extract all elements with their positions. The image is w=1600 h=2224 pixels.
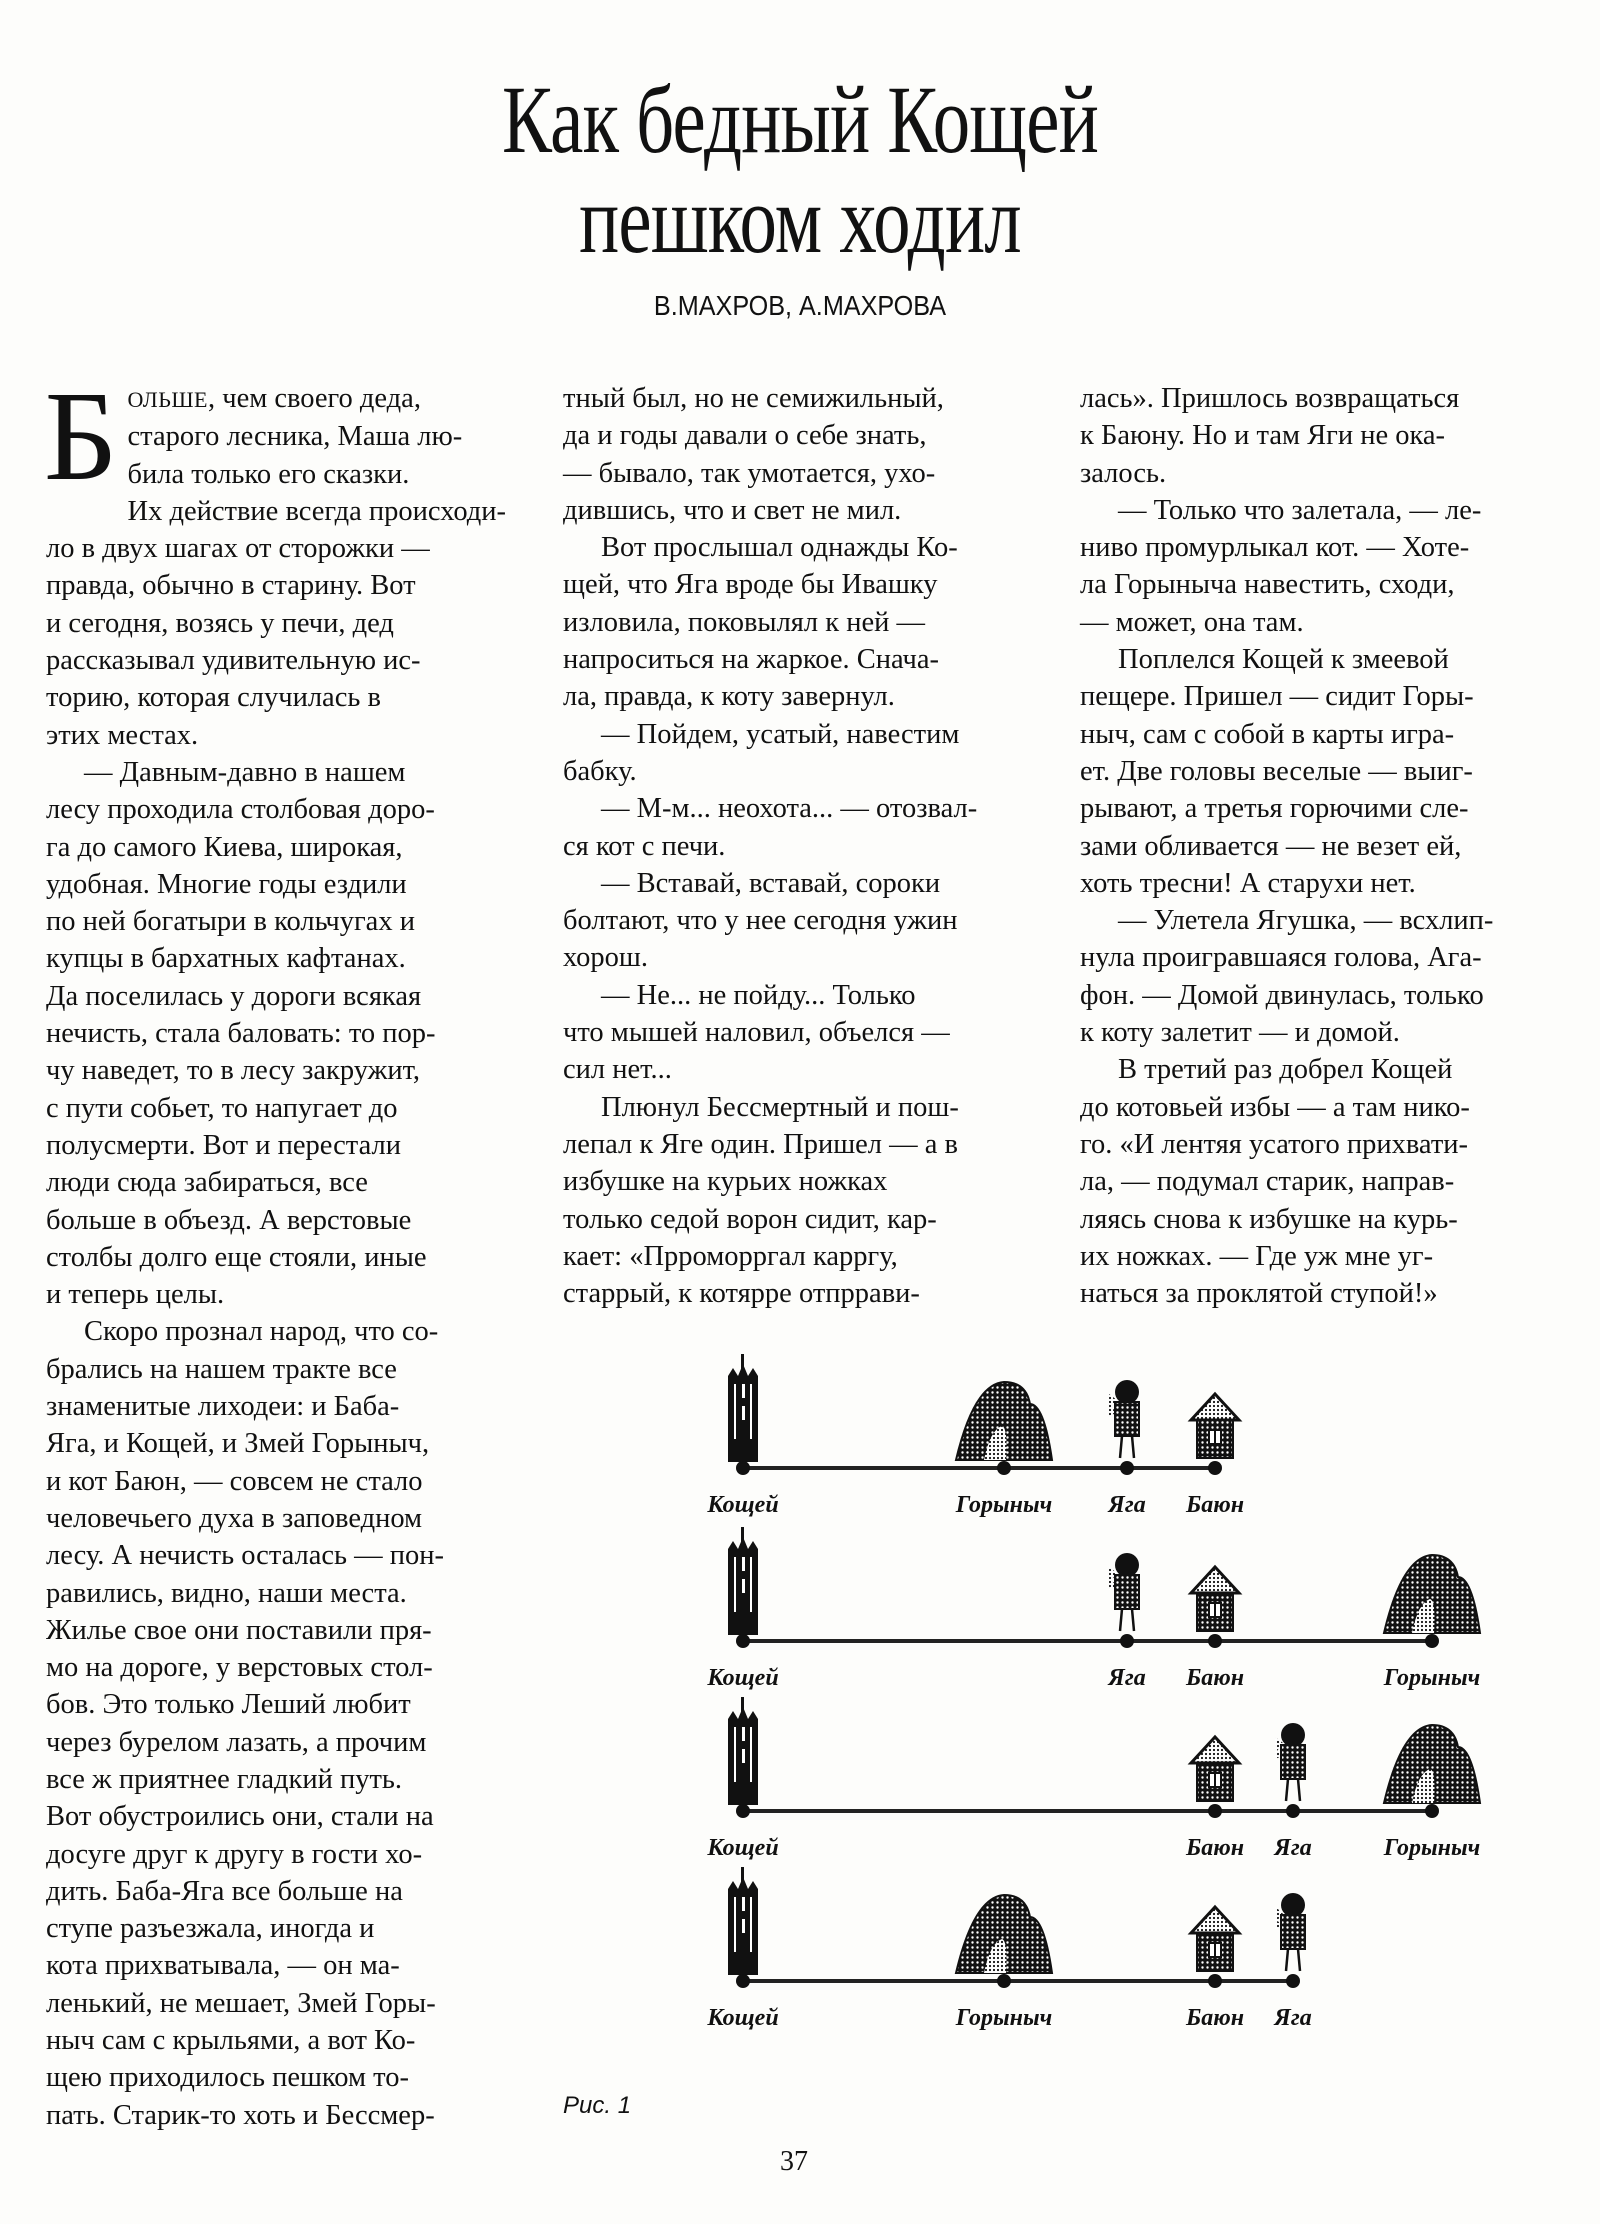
text-line: через бурелом лазать, а прочим xyxy=(46,1726,427,1758)
stop-label: Кощей xyxy=(707,1665,779,1691)
stop-label: Баюн xyxy=(1185,1492,1245,1518)
text-line: рывают, а третья горючими сле- xyxy=(1080,793,1469,825)
castle-tower-icon xyxy=(728,1354,758,1462)
milestone-dot xyxy=(736,1974,750,1988)
text-line: Да поселилась у дороги всякая xyxy=(46,980,422,1012)
text-line: ла, — подумал старик, направ- xyxy=(1080,1166,1455,1198)
milestone-dot xyxy=(736,1461,750,1475)
text-line: — может, она там. xyxy=(1080,606,1304,638)
text-line: ныч, сам с собой в карты игра- xyxy=(1080,718,1455,750)
text-line: кает: «Прроморргал карргу, xyxy=(563,1240,898,1272)
text-line: — Не... не пойду... Только xyxy=(601,979,916,1011)
text-line: Их действие всегда происходи- xyxy=(127,495,507,527)
stop-label: Кощей xyxy=(707,2005,779,2031)
milestone-dot xyxy=(1425,1634,1439,1648)
cottage-house-icon xyxy=(1191,1567,1239,1631)
milestone-dot xyxy=(1208,1461,1222,1475)
text-line: и сегодня, возясь у печи, дед xyxy=(46,607,394,639)
stop-label: Яга xyxy=(1274,2005,1312,2031)
stop-label: Яга xyxy=(1108,1665,1146,1691)
text-line: и теперь целы. xyxy=(46,1279,225,1311)
text-line: Яга, и Кощей, и Змей Горыныч, xyxy=(46,1428,430,1460)
text-line: хоть тресни! А старухи нет. xyxy=(1080,867,1416,899)
text-line: Жилье свое они поставили пря- xyxy=(46,1614,432,1646)
text-line: досуге друг к другу в гости хо- xyxy=(46,1838,423,1870)
text-line: человечьего духа в заповедном xyxy=(46,1502,423,1534)
cottage-house-icon xyxy=(1191,1737,1239,1801)
article-authors: В.МАХРОВ, А.МАХРОВА xyxy=(653,290,947,321)
milestone-dot xyxy=(997,1461,1011,1475)
stop-label: Баюн xyxy=(1185,1665,1245,1691)
witch-figure-icon xyxy=(1109,1553,1139,1631)
text-line: больше в объезд. А верстовые xyxy=(46,1204,412,1236)
text-line: к коту залетит — и домой. xyxy=(1080,1017,1400,1049)
text-line: — Давным-давно в нашем xyxy=(84,756,406,788)
text-line: торию, которая случилась в xyxy=(46,682,381,714)
text-line: люди сюда забираться, все xyxy=(46,1167,368,1199)
text-line: изловила, поковылял к ней — xyxy=(563,606,925,638)
text-line: ло в двух шагах от сторожки — xyxy=(46,533,430,565)
stop-label: Кощей xyxy=(707,1835,779,1861)
milestone-dot xyxy=(1286,1974,1300,1988)
stop-label: Горыныч xyxy=(1383,1665,1481,1691)
article-title-line-1: Как бедный Кощей xyxy=(501,66,1099,173)
witch-figure-icon xyxy=(1109,1380,1139,1458)
text-line: нечисть, стала баловать: то пор- xyxy=(46,1018,436,1050)
text-line: га до самого Киева, широкая, xyxy=(46,831,403,863)
text-line: залось. xyxy=(1080,457,1167,489)
text-column-1 xyxy=(44,365,526,2134)
text-line: брались на нашем тракте все xyxy=(46,1353,397,1385)
text-line: бабку. xyxy=(563,755,637,787)
text-line: избушке на курьих ножках xyxy=(563,1166,888,1198)
text-line: старрый, к котярре отпррави- xyxy=(563,1278,920,1310)
text-line: хорош. xyxy=(563,942,648,974)
cave-mountain-icon xyxy=(956,1895,1052,1973)
stop-label: Баюн xyxy=(1185,1835,1245,1861)
milestone-dot xyxy=(1286,1804,1300,1818)
text-line: ОЛЬШЕ, чем своего деда, xyxy=(127,383,421,414)
stop-label: Кощей xyxy=(707,1492,779,1518)
text-line: мо на дороге, у верстовых стол- xyxy=(46,1652,433,1684)
text-line: ляясь снова к избушке на курь- xyxy=(1080,1203,1458,1235)
text-line: — Вставай, вставай, сороки xyxy=(601,867,941,899)
cottage-house-icon xyxy=(1191,1907,1239,1971)
text-line: ниво промурлыкал кот. — Хоте- xyxy=(1080,532,1470,564)
text-line: наться за проклятой ступой!» xyxy=(1080,1278,1438,1310)
text-line: — Только что залетала, — ле- xyxy=(1118,494,1482,526)
text-line: к Баюну. Но и там Яги не ока- xyxy=(1080,420,1446,452)
text-line: купцы в бархатных кафтанах. xyxy=(46,943,406,975)
text-line: щей, что Яга вроде бы Ивашку xyxy=(563,569,938,601)
text-line: лепал к Яге один. Пришел — а в xyxy=(563,1128,959,1160)
text-line: дившись, что и свет не мил. xyxy=(563,494,902,526)
text-line: лась». Пришлось возвращаться xyxy=(1080,383,1460,414)
text-line: — бывало, так умотается, ухо- xyxy=(563,457,936,489)
text-line: ныч сам с крыльями, а вот Ко- xyxy=(46,2025,416,2057)
text-line: зами обливается — не везет ей, xyxy=(1080,830,1462,862)
text-line: полусмерти. Вот и перестали xyxy=(46,1129,401,1161)
text-line: лесу. А нечисть осталась — пон- xyxy=(46,1540,445,1572)
text-line: нула проигравшаяся голова, Ага- xyxy=(1080,942,1482,974)
figure-caption: Рис. 1 xyxy=(563,2092,632,2119)
text-line: и кот Баюн, — совсем не стало xyxy=(46,1465,423,1497)
text-line: знаменитые лиходеи: и Баба- xyxy=(46,1391,400,1423)
castle-tower-icon xyxy=(728,1867,758,1975)
stop-label: Яга xyxy=(1108,1492,1146,1518)
text-column-3 xyxy=(1080,380,1560,1312)
castle-tower-icon xyxy=(728,1697,758,1805)
text-line: старого лесника, Маша лю- xyxy=(127,421,463,453)
page-number: 37 xyxy=(780,2146,808,2177)
text-line: пещере. Пришел — сидит Горы- xyxy=(1080,681,1474,713)
text-line: что мышей наловил, объелся — xyxy=(563,1017,950,1049)
text-line: ленький, не мешает, Змей Горы- xyxy=(46,1987,436,2019)
cave-mountain-icon xyxy=(956,1382,1052,1460)
stop-label: Яга xyxy=(1274,1835,1312,1861)
text-line: ся кот с печи. xyxy=(563,830,726,862)
witch-figure-icon xyxy=(1275,1893,1305,1971)
text-line: сил нет... xyxy=(563,1054,672,1086)
text-line: Вот прослышал однажды Ко- xyxy=(601,532,958,564)
text-line: — Улетела Ягушка, — всхлип- xyxy=(1118,905,1494,937)
text-line: Плюнул Бессмертный и пош- xyxy=(601,1091,959,1123)
milestone-dot xyxy=(736,1634,750,1648)
text-line: фон. — Домой двинулась, только xyxy=(1080,979,1484,1011)
text-column-2 xyxy=(563,380,1043,1312)
milestone-dot xyxy=(1120,1461,1134,1475)
text-line: ла Горыныча навестить, сходи, xyxy=(1080,569,1455,601)
milestone-dot xyxy=(1208,1974,1222,1988)
text-line: только седой ворон сидит, кар- xyxy=(563,1203,937,1235)
cave-mountain-icon xyxy=(1384,1725,1480,1803)
text-line: их ножках. — Где уж мне уг- xyxy=(1080,1240,1434,1272)
text-line: рассказывал удивительную ис- xyxy=(46,645,421,677)
text-line: В третий раз добрел Кощей xyxy=(1118,1054,1453,1086)
milestone-dot xyxy=(1425,1804,1439,1818)
stop-label: Горыныч xyxy=(955,1492,1053,1518)
drop-cap: Б xyxy=(44,365,118,507)
text-line: щею приходилось пешком то- xyxy=(46,2062,409,2094)
text-line: бов. Это только Леший любит xyxy=(46,1689,411,1721)
text-line: столбы долго еще стояли, иные xyxy=(46,1241,427,1273)
text-line: ла, правда, к коту завернул. xyxy=(563,681,895,713)
text-line: да и годы давали о себе знать, xyxy=(563,420,927,452)
text-line: ет. Две головы веселые — выиг- xyxy=(1080,755,1473,787)
milestone-dot xyxy=(1120,1634,1134,1648)
text-line: все ж приятнее гладкий путь. xyxy=(46,1763,403,1795)
text-line: била только его сказки. xyxy=(127,458,410,490)
stop-label: Баюн xyxy=(1185,2005,1245,2031)
text-line: удобная. Многие годы ездили xyxy=(46,868,407,900)
text-line: пать. Старик-то хоть и Бессмер- xyxy=(46,2099,435,2131)
text-line: Вот обустроились они, стали на xyxy=(46,1801,434,1833)
text-line: — М-м... неохота... — отозвал- xyxy=(601,793,978,825)
stop-label: Горыныч xyxy=(955,2005,1053,2031)
cottage-house-icon xyxy=(1191,1394,1239,1458)
text-line: Скоро прознал народ, что со- xyxy=(84,1316,439,1348)
text-line: с пути собьет, то напугает до xyxy=(46,1092,398,1124)
text-line: лесу проходила столбовая доро- xyxy=(46,794,435,826)
milestone-dot xyxy=(736,1804,750,1818)
milestone-dot xyxy=(997,1974,1011,1988)
text-line: болтают, что у нее сегодня ужин xyxy=(563,905,958,937)
milestone-dot xyxy=(1208,1634,1222,1648)
text-line: тный был, но не семижильный, xyxy=(563,383,944,414)
text-line: — Пойдем, усатый, навестим xyxy=(601,718,960,750)
article-title-line-2: пешком ходил xyxy=(579,166,1021,273)
text-line: чу наведет, то в лесу закружит, xyxy=(46,1055,421,1087)
text-line: по ней богатыри в кольчугах и xyxy=(46,906,415,938)
cave-mountain-icon xyxy=(1384,1555,1480,1633)
castle-tower-icon xyxy=(728,1527,758,1635)
text-line: го. «И лентяя усатого прихвати- xyxy=(1080,1128,1469,1160)
text-line: правда, обычно в старину. Вот xyxy=(46,570,416,602)
witch-figure-icon xyxy=(1275,1723,1305,1801)
text-line: Поплелся Кощей к змеевой xyxy=(1118,644,1449,676)
text-line: кота прихватывала, — он ма- xyxy=(46,1950,400,1982)
text-line: напроситься на жаркое. Снача- xyxy=(563,644,939,676)
stop-label: Горыныч xyxy=(1383,1835,1481,1861)
text-line: до котовьей избы — а там нико- xyxy=(1080,1091,1470,1123)
text-line: равились, видно, наши места. xyxy=(46,1577,407,1609)
text-line: этих местах. xyxy=(46,719,199,751)
milestone-dot xyxy=(1208,1804,1222,1818)
text-line: ступе разъезжала, иногда и xyxy=(46,1913,375,1945)
text-line: дить. Баба-Яга все больше на xyxy=(46,1875,403,1907)
